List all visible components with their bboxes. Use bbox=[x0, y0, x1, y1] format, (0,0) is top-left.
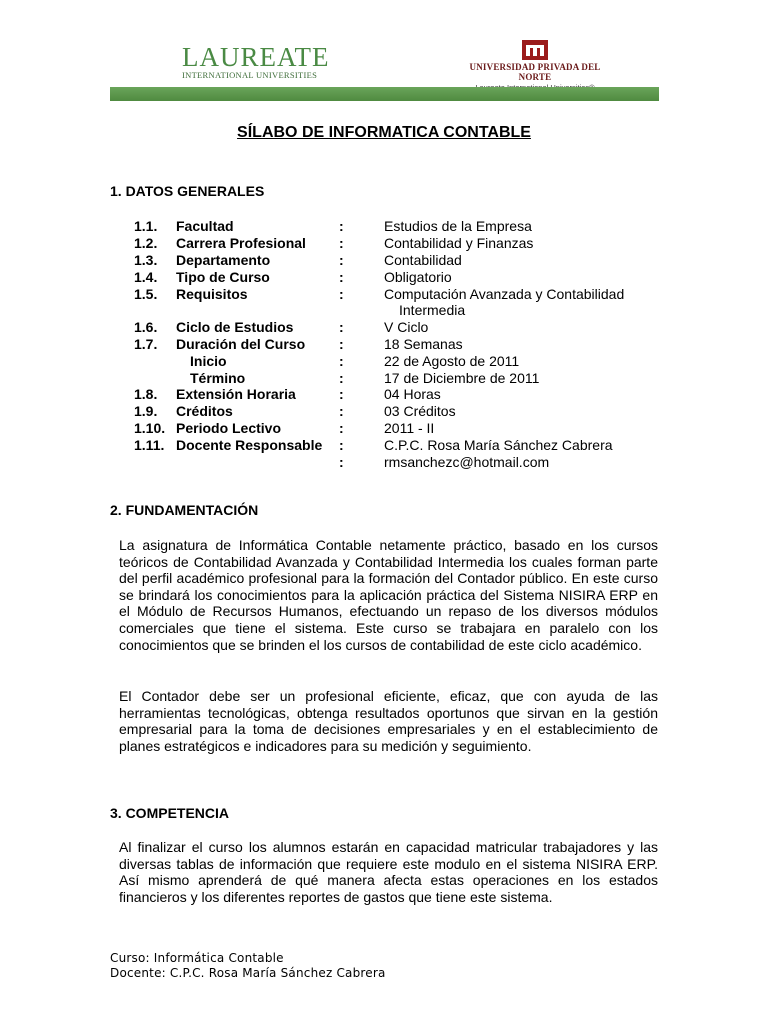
row-value: 18 Semanas bbox=[384, 336, 463, 352]
row-colon: : bbox=[339, 437, 344, 453]
row-colon: : bbox=[339, 336, 344, 352]
row-number: 1.5. bbox=[134, 286, 158, 302]
row-label: Periodo Lectivo bbox=[176, 420, 282, 436]
row-number: 1.9. bbox=[134, 403, 158, 419]
row-label: Carrera Profesional bbox=[176, 235, 306, 251]
fundamentacion-paragraph-1: La asignatura de Informática Contable netamente práctico, basado en los cursos teóricos de Contabilidad Avanzada y Contabilidad Intermedia los cuales forman parte del perfil académico profesional para la formación del Contador público. En este curso se brindará los conocimientos para la aplicación práctica del Sistema NISIRA ERP en el Módulo de Recursos Humanos, efectuando un repaso de los diversos módulos comerciales que tiene el sistema. Este curso se trabajara en paralelo con los conocimientos que se brinden el los cursos de contabilidad de este ciclo académico. bbox=[119, 537, 658, 653]
upn-emblem-icon bbox=[522, 40, 548, 60]
competencia-paragraph: Al finalizar el curso los alumnos estarán en capacidad matricular trabajadores y las diversas tablas de información que requiere este modulo en el sistema NISIRA ERP. Así mismo aprenderá de qué manera afecta estas operaciones en los estados financieros y los diferentes reportes de gastos que tiene este sistema. bbox=[119, 839, 658, 905]
row-number: 1.8. bbox=[134, 386, 158, 402]
row-colon: : bbox=[339, 235, 344, 251]
laureate-logo bbox=[182, 44, 332, 80]
row-label: Inicio bbox=[190, 353, 227, 369]
row-value: Computación Avanzada y Contabilidad bbox=[384, 286, 625, 302]
fundamentacion-paragraph-2: El Contador debe ser un profesional eficiente, eficaz, que con ayuda de las herramientas tecnológicas, obtenga resultados oportunos que sirvan en la gestión empresarial para la toma de decisiones empresariales y en el establecimiento de planes estratégicos e indicadores para su medición y seguimiento. bbox=[119, 688, 658, 754]
row-colon: : bbox=[339, 370, 344, 386]
row-colon: : bbox=[339, 454, 344, 470]
row-value: V Ciclo bbox=[384, 319, 429, 335]
row-colon: : bbox=[339, 403, 344, 419]
row-value: Contabilidad bbox=[384, 252, 462, 268]
row-label: Extensión Horaria bbox=[176, 386, 296, 402]
row-value: 17 de Diciembre de 2011 bbox=[384, 370, 540, 386]
laureate-logo-subtitle: INTERNATIONAL UNIVERSITIES bbox=[182, 70, 318, 80]
row-number: 1.11. bbox=[134, 437, 165, 453]
row-value: 03 Créditos bbox=[384, 403, 456, 419]
section-1-heading: 1. DATOS GENERALES bbox=[110, 183, 265, 199]
row-value-continued: Intermedia bbox=[399, 302, 466, 318]
row-label: Requisitos bbox=[176, 286, 248, 302]
row-number: 1.10. bbox=[134, 420, 166, 436]
row-colon: : bbox=[339, 353, 344, 369]
row-colon: : bbox=[339, 420, 344, 436]
upn-logo bbox=[455, 40, 615, 92]
upn-logo-name: UNIVERSIDAD PRIVADA DEL NORTE bbox=[469, 62, 601, 82]
row-value: 2011 - II bbox=[384, 420, 435, 436]
row-number: 1.6. bbox=[134, 319, 158, 335]
document-title: SÍLABO DE INFORMATICA CONTABLE bbox=[237, 124, 531, 141]
row-value: Obligatorio bbox=[384, 269, 452, 285]
row-number: 1.3. bbox=[134, 252, 158, 268]
row-value: Estudios de la Empresa bbox=[384, 218, 532, 234]
row-number: 1.7. bbox=[134, 336, 158, 352]
row-label: Término bbox=[190, 370, 246, 386]
row-value: Contabilidad y Finanzas bbox=[384, 235, 534, 251]
row-colon: : bbox=[339, 269, 344, 285]
row-number: 1.4. bbox=[134, 269, 158, 285]
row-label: Créditos bbox=[176, 403, 233, 419]
footer-course: Curso: Informática Contable bbox=[110, 951, 284, 965]
row-label: Departamento bbox=[176, 252, 271, 268]
row-value: 04 Horas bbox=[384, 386, 441, 402]
row-colon: : bbox=[339, 386, 344, 402]
row-colon: : bbox=[339, 252, 344, 268]
section-3-heading: 3. COMPETENCIA bbox=[110, 805, 230, 821]
row-number: 1.1. bbox=[134, 218, 158, 234]
row-value: C.P.C. Rosa María Sánchez Cabrera bbox=[384, 437, 613, 453]
section-2-heading: 2. FUNDAMENTACIÓN bbox=[110, 502, 259, 518]
row-label: Tipo de Curso bbox=[176, 269, 270, 285]
row-label: Ciclo de Estudios bbox=[176, 319, 294, 335]
row-label: Duración del Curso bbox=[176, 336, 306, 352]
row-colon: : bbox=[339, 286, 344, 302]
row-value: 22 de Agosto de 2011 bbox=[384, 353, 520, 369]
row-colon: : bbox=[339, 319, 344, 335]
header-bar bbox=[110, 87, 659, 101]
row-colon: : bbox=[339, 218, 344, 234]
footer-teacher: Docente: C.P.C. Rosa María Sánchez Cabrera bbox=[110, 966, 386, 980]
laureate-logo-name: LAUREATE bbox=[182, 42, 330, 72]
row-number: 1.2. bbox=[134, 235, 158, 251]
row-label: Docente Responsable bbox=[176, 437, 323, 453]
row-value: rmsanchezc@hotmail.com bbox=[384, 454, 550, 470]
row-label: Facultad bbox=[176, 218, 234, 234]
